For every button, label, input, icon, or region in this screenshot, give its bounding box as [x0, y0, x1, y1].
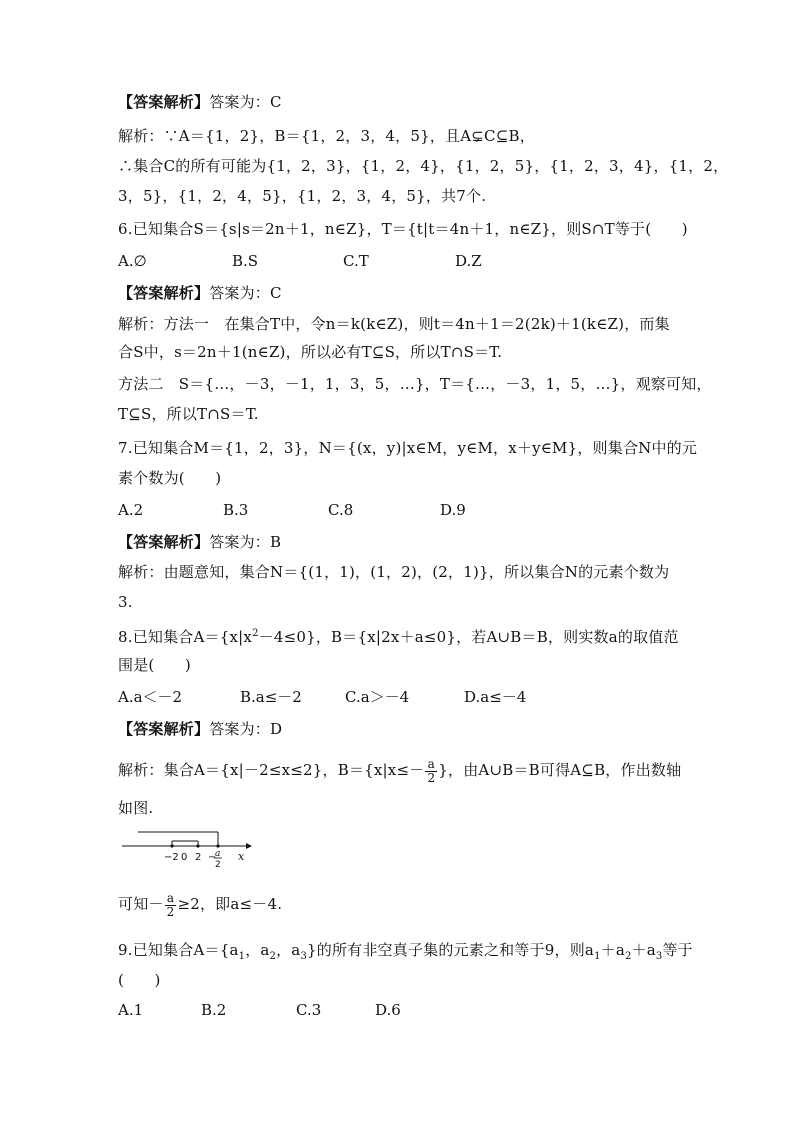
tick-label-2-den: 2	[215, 860, 221, 870]
q9-text-part: 等于	[662, 941, 693, 959]
q9-text-part: ＋a	[600, 941, 625, 959]
fraction-a-over-2	[425, 758, 437, 785]
analysis-line: 3，5}，{1，2，4，5}，{1，2，3，4，5}，共7个.	[118, 187, 487, 205]
point-minus-a-over-2	[216, 844, 219, 847]
q9-subscript: 1	[594, 951, 601, 962]
q9-subscript: 3	[655, 951, 663, 962]
analysis-text-part: 可知－	[118, 895, 164, 913]
fraction-denominator: 2	[427, 770, 436, 785]
question-6-option-d: D.Z	[455, 252, 482, 270]
fraction-numerator: a	[425, 758, 437, 772]
q9-subscript: 2	[624, 951, 632, 962]
q8-text-part: －4≤0}，B＝{x|2x＋a≤0}，若A∪B＝B，则实数a的取值范	[258, 628, 679, 646]
question-6-stem: 6.已知集合S＝{s|s＝2n＋1，n∈Z}，T＝{t|t＝4n＋1，n∈Z}，则S∩T等于( )	[118, 220, 688, 238]
fraction-denominator: 2	[166, 904, 175, 919]
question-8-option-b: B.a≤－2	[240, 688, 302, 706]
q9-text-part: }的所有非空真子集的元素之和等于9，则a	[307, 941, 595, 959]
answer-header-label: 【答案解析】	[118, 533, 210, 551]
q9-text-part: 9.已知集合A＝{a	[118, 941, 239, 959]
analysis-line: 合S中，s＝2n＋1(n∈Z)，所以必有T⊆S，所以T∩S＝T.	[118, 343, 503, 361]
analysis-text-part: 解析：集合A＝{x|－2≤x≤2}，B＝{x|x≤－	[118, 761, 425, 779]
question-9-stem-line1	[118, 940, 693, 967]
tick-label-a: a	[215, 849, 221, 859]
answer-value: 答案为：B	[209, 533, 282, 551]
question-9-option-a: A.1	[118, 1001, 144, 1019]
axis-arrow-icon	[246, 843, 252, 849]
question-6-option-c: C.T	[343, 252, 369, 270]
fraction-a-over-2	[165, 892, 177, 919]
q8-text-part: 8.已知集合A＝{x|x	[118, 628, 253, 646]
analysis-line: 解析：∵A＝{1，2}，B＝{1，2，3，4，5}，且A⊊C⊆B，	[118, 127, 535, 145]
axis-label-x: x	[238, 850, 245, 863]
q9-text-part: ＋a	[631, 941, 656, 959]
analysis-line: 解析：方法一 在集合T中，令n＝k(k∈Z)，则t＝4n＋1＝2(2k)＋1(k∈Z)，而集	[118, 315, 670, 333]
answer-value: 答案为：C	[209, 93, 282, 111]
q9-text-part: ，a	[276, 941, 301, 959]
question-6-option-a: A.∅	[118, 252, 147, 270]
question-8-stem-line1	[118, 624, 679, 647]
answer-block-5-header	[118, 92, 282, 112]
q9-text-part: ，a	[245, 941, 270, 959]
answer-value: 答案为：C	[209, 284, 282, 302]
analysis-line: 解析：由题意知，集合N＝{(1，1)，(1，2)，(2，1)}，所以集合N的元素个数为	[118, 563, 670, 581]
answer-block-8-header	[118, 719, 282, 739]
point-minus-2	[170, 844, 173, 847]
point-2	[196, 844, 199, 847]
tick-label-minus-2: −2	[164, 852, 179, 863]
question-7-stem-line1: 7.已知集合M＝{1，2，3}，N＝{(x，y)|x∈M，y∈M，x＋y∈M}，则集合N中的元	[118, 439, 698, 457]
analysis-line-with-fraction	[118, 890, 282, 919]
q9-subscript: 3	[300, 951, 308, 962]
analysis-line: ∴集合C的所有可能为{1，2，3}，{1，2，4}，{1，2，5}，{1，2，3，4}，{1，2，	[118, 157, 729, 175]
tick-label-0: 0	[181, 852, 188, 863]
question-8-option-d: D.a≤－4	[464, 688, 527, 706]
fraction-numerator: a	[165, 892, 177, 906]
answer-header-label: 【答案解析】	[118, 284, 210, 302]
answer-header-label: 【答案解析】	[118, 93, 210, 111]
question-7-stem-line2: 素个数为( )	[118, 469, 222, 487]
analysis-line-with-fraction	[118, 756, 681, 785]
analysis-line: 3.	[118, 593, 133, 611]
question-8-option-c: C.a＞－4	[345, 688, 410, 706]
q8-exponent: 2	[252, 628, 259, 639]
question-9-option-b: B.2	[201, 1001, 227, 1019]
question-8-option-a: A.a＜－2	[118, 688, 183, 706]
question-7-option-d: D.9	[440, 501, 466, 519]
question-6-option-b: B.S	[232, 252, 259, 270]
question-9-option-c: C.3	[296, 1001, 322, 1019]
analysis-text-part: ≥2，即a≤－4.	[177, 895, 283, 913]
answer-value: 答案为：D	[209, 720, 283, 738]
question-7-option-a: A.2	[118, 501, 144, 519]
answer-block-7-header	[118, 532, 281, 552]
analysis-line: 如图.	[118, 799, 154, 817]
answer-block-6-header	[118, 283, 282, 303]
question-7-option-c: C.8	[328, 501, 354, 519]
answer-header-label: 【答案解析】	[118, 720, 210, 738]
q9-subscript: 2	[269, 951, 277, 962]
question-7-option-b: B.3	[223, 501, 249, 519]
question-8-stem-line2: 围是( )	[118, 656, 191, 674]
question-9-option-d: D.6	[375, 1001, 401, 1019]
tick-label-2: 2	[195, 852, 202, 863]
tick-label-minus-sign: −	[208, 852, 217, 863]
analysis-line: 方法二 S＝{…，－3，－1，1，3，5，…}，T＝{…，－3，1，5，…}，观察可知，	[118, 375, 712, 393]
analysis-text-part: }，由A∪B＝B可得A⊆B，作出数轴	[438, 761, 682, 779]
q9-subscript: 1	[238, 951, 246, 962]
question-9-stem-line2: ( )	[118, 971, 161, 989]
number-line-figure	[118, 826, 268, 874]
analysis-line: T⊆S，所以T∩S＝T.	[118, 405, 259, 423]
